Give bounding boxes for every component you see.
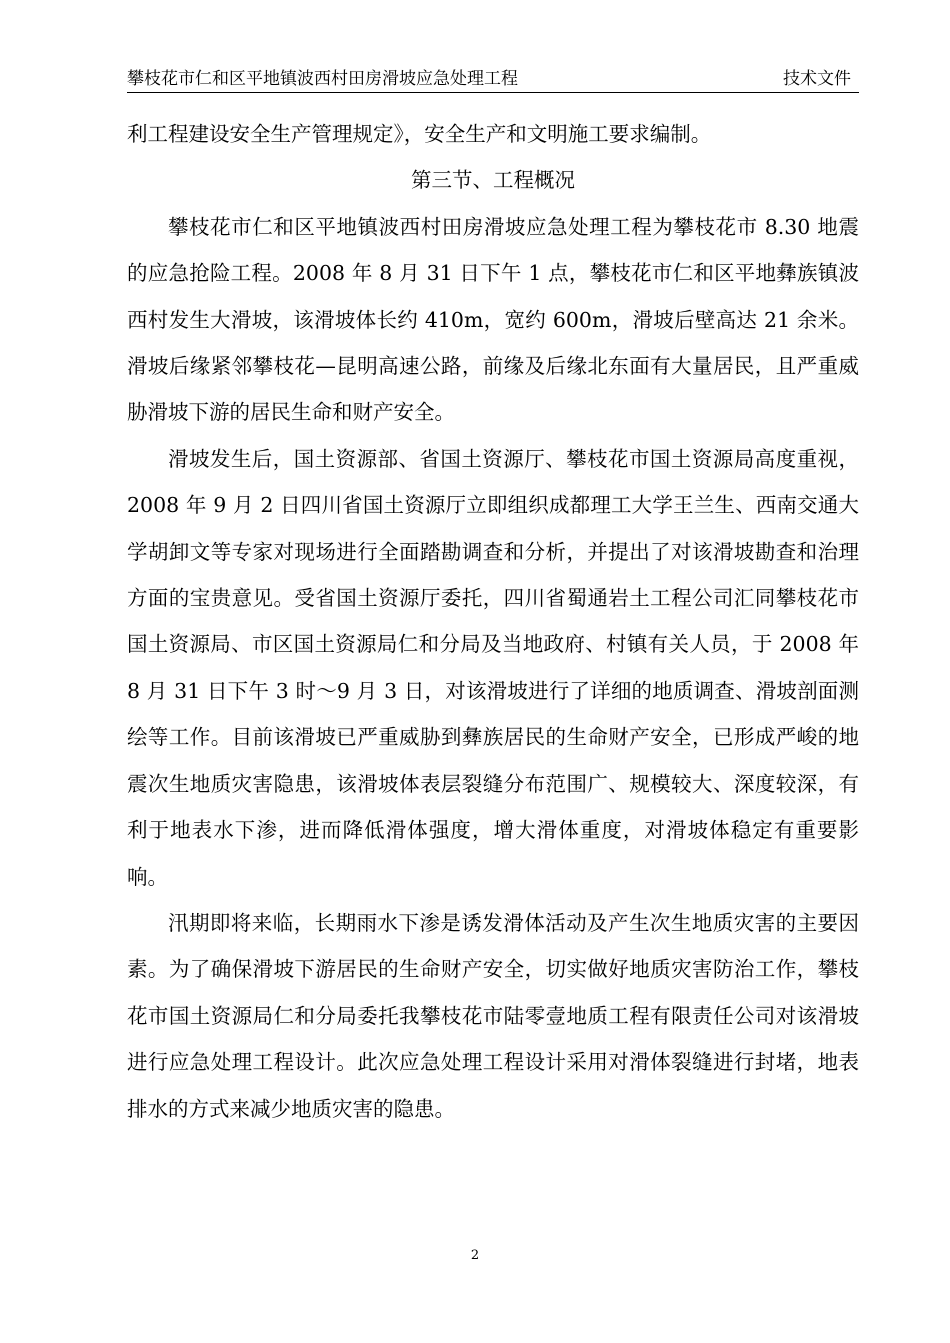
page-number: 2 [470,1248,480,1263]
page-header [127,66,859,93]
paragraph: 攀枝花市仁和区平地镇波西村田房滑坡应急处理工程为攀枝花市 8.30 地震的应急抢险工程。2008 年 8 月 31 日下午 1 点，攀枝花市仁和区平地彝族镇波西村发生大滑坡，该滑坡体长约 410m，宽约 600m，滑坡后壁高达 21 余米。滑坡后缘紧邻攀枝花—昆明高速公路，前缘及后缘北东面有大量居民，且严重威胁滑坡下游的居民生命和财产安全。 [127,214,859,425]
paragraph: 滑坡发生后，国土资源部、省国土资源厅、攀枝花市国土资源局高度重视，2008 年 9 月 2 日四川省国土资源厅立即组织成都理工大学王兰生、西南交通大学胡卸文等专家对现场进行全面踏勘调查和分析，并提出了对该滑坡勘查和治理方面的宝贵意见。受省国土资源厅委托，四川省蜀通岩土工程公司汇同攀枝花市国土资源局、市区国土资源局仁和分局及当地政府、村镇有关人员，于 2008 年 8 月 31 日下午 3 时～9 月 3 日，对该滑坡进行了详细的地质调查、滑坡剖面测绘等工作。目前该滑坡已严重威胁到彝族居民的生命财产安全，已形成严峻的地震次生地质灾害隐患，该滑坡体表层裂缝分布范围广、规模较大、深度较深，有利于地表水下渗，进而降低滑体强度，增大滑体重度，对滑坡体稳定有重要影响。 [127,446,859,889]
document-body [127,111,859,1132]
paragraph: 汛期即将来临，长期雨水下渗是诱发滑体活动及产生次生地质灾害的主要因素。为了确保滑坡下游居民的生命财产安全，切实做好地质灾害防治工作，攀枝花市国土资源局仁和分局委托我攀枝花市陆零壹地质工程有限责任公司对该滑坡进行应急处理工程设计。此次应急处理工程设计采用对滑体裂缝进行封堵，地表排水的方式来减少地质灾害的隐患。 [127,910,859,1121]
section-heading: 第三节、工程概况 [411,168,575,193]
header-document-type: 技术文件 [783,69,851,89]
continuation-paragraph: 利工程建设安全生产管理规定》，安全生产和文明施工要求编制。 [127,122,712,146]
header-project-title: 攀枝花市仁和区平地镇波西村田房滑坡应急处理工程 [127,69,518,89]
